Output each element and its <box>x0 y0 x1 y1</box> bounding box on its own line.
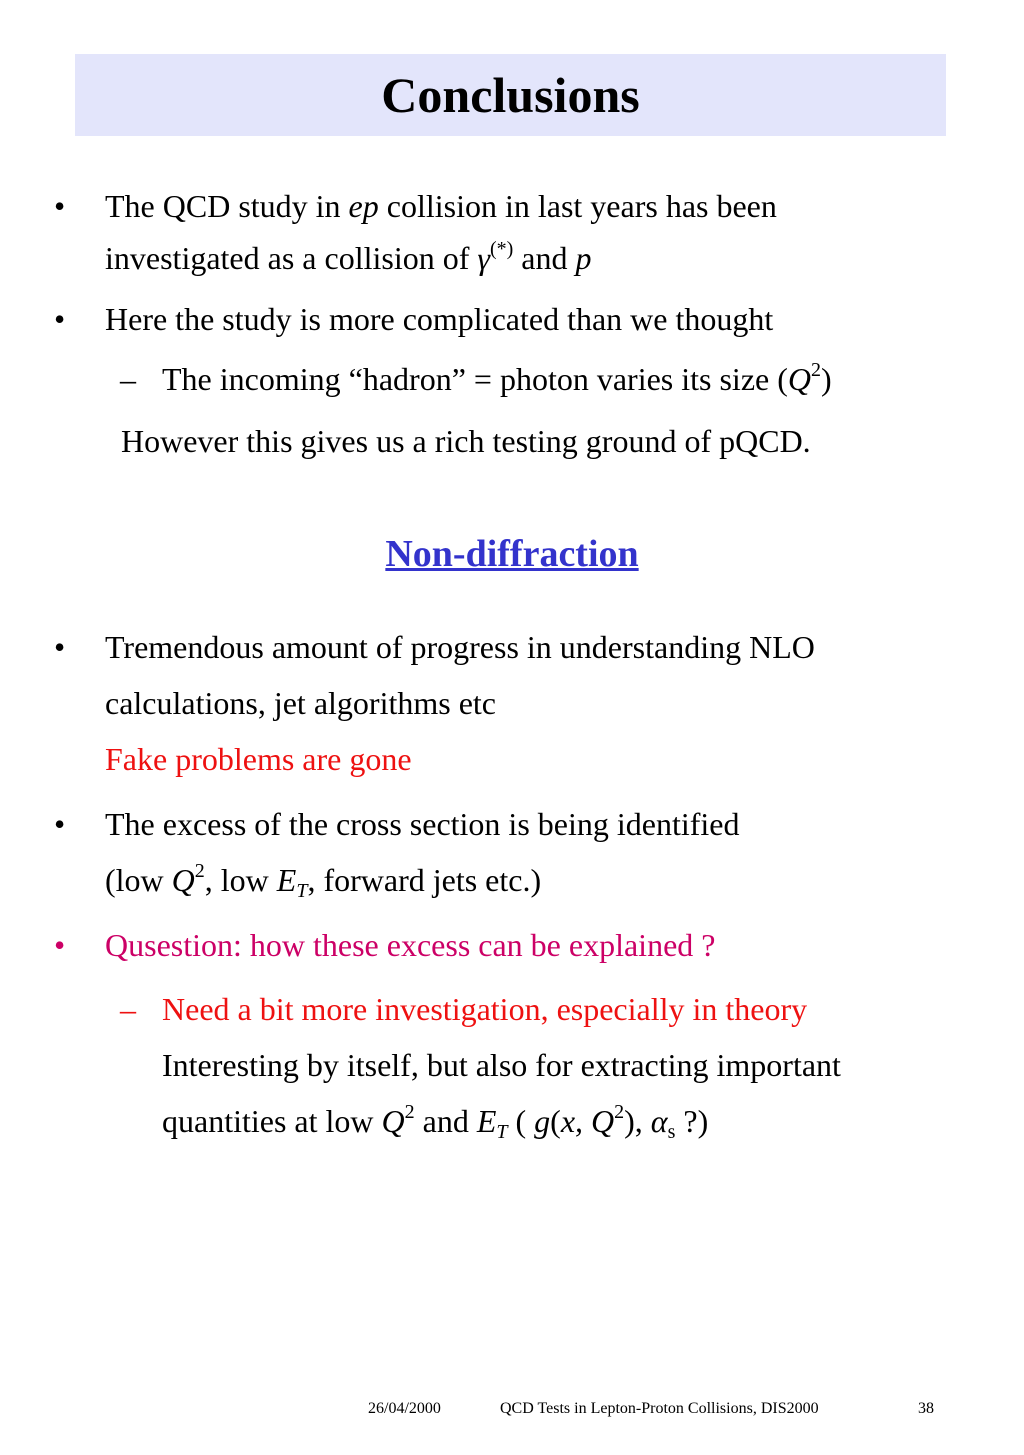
slide-title: Conclusions <box>381 67 640 123</box>
bullet-marker: • <box>54 301 66 337</box>
intro-bullet-1-line-2: investigated as a collision of γ(*) and p <box>105 238 592 276</box>
intro-bullet-1-line-1: The QCD study in ep collision in last years has been <box>105 188 777 224</box>
bullet-marker: • <box>54 629 66 665</box>
nondiff-bullet-2-line-2: (low $Q^2$, low $E_T$, forward jets etc.) <box>105 860 542 902</box>
nondiff-sub-bullet-line-1: Need a bit more investigation, especially in theory <box>162 991 808 1027</box>
nondiff-bullet-3: Qusestion: how these excess can be explained ? <box>105 927 716 963</box>
footer-date: 26/04/2000 <box>368 1400 441 1417</box>
footer-page-number: 38 <box>918 1400 934 1417</box>
title-bar <box>75 54 946 136</box>
intro-sub-bullet-1: The incoming “hadron” = photon varies its size $(Q^2)$ <box>162 359 832 397</box>
nondiff-sub-bullet-line-3: quantities at low $Q^2$ and $E_T$ ( g(x, $Q^2$), $\alpha_s$ ?) <box>162 1101 709 1143</box>
intro-bullet-2: Here the study is more complicated than we thought <box>105 301 774 337</box>
dash-marker: – <box>120 991 136 1027</box>
bullet-marker: • <box>54 927 66 963</box>
nondiff-bullet-1-line-3: Fake problems are gone <box>105 741 412 777</box>
nondiff-bullet-1-line-1: Tremendous amount of progress in understanding NLO <box>105 629 815 665</box>
dash-marker: – <box>120 361 136 397</box>
intro-note: However this gives us a rich testing ground of pQCD. <box>121 423 811 459</box>
section-heading: Non-diffraction <box>385 533 639 575</box>
footer-conference: QCD Tests in Lepton-Proton Collisions, DIS2000 <box>500 1400 819 1417</box>
nondiff-bullet-1-line-2: calculations, jet algorithms etc <box>105 685 496 721</box>
bullet-marker: • <box>54 806 66 842</box>
bullet-marker: • <box>54 188 66 224</box>
nondiff-sub-bullet-line-2: Interesting by itself, but also for extracting important <box>162 1047 841 1083</box>
nondiff-bullet-2-line-1: The excess of the cross section is being identified <box>105 806 740 842</box>
